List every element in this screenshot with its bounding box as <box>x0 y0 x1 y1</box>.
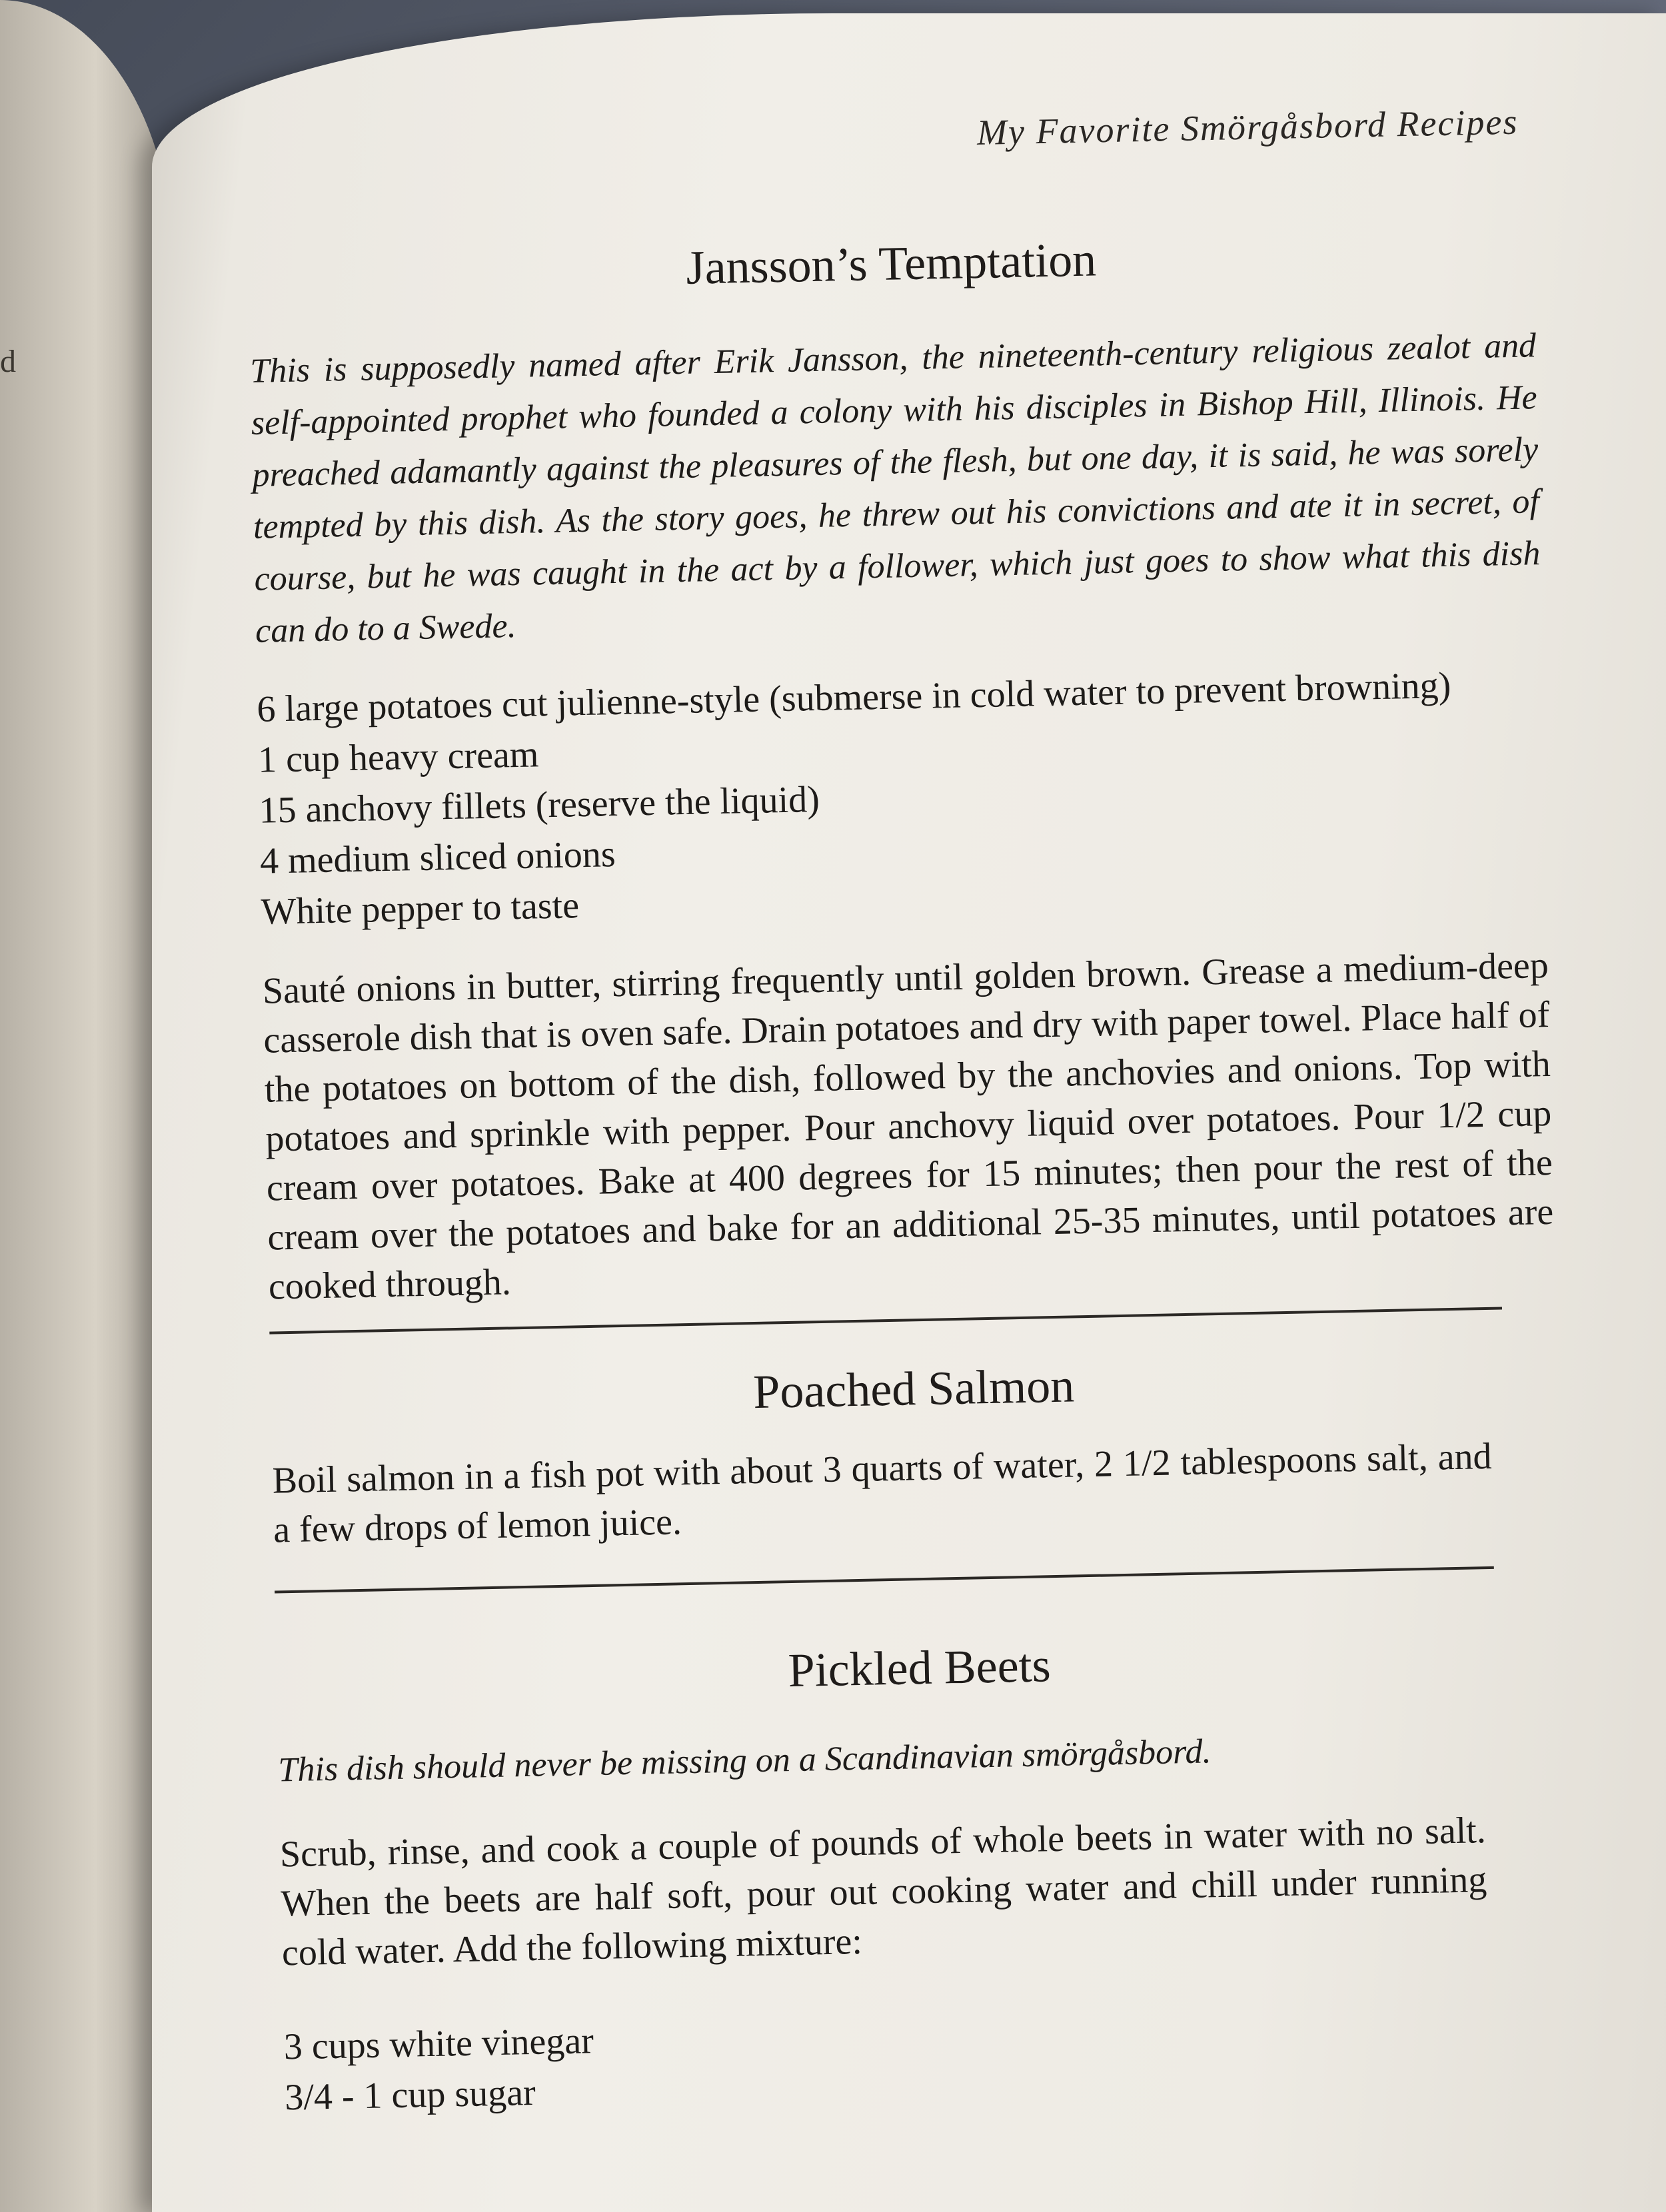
left-page-edge-text: d <box>0 344 16 379</box>
book-page <box>152 13 1666 2212</box>
recipe-directions-pickled-beets: Scrub, rinse, and cook a couple of pounds of whole beets in water with no salt. When the beets are half soft, pour out cooking water and chill under running cold water. Add the following mixture: <box>279 1810 1487 1974</box>
section-divider <box>275 1566 1494 1594</box>
page-content <box>245 101 1571 2123</box>
ingredient-list-janssons-temptation <box>257 658 1547 937</box>
recipe-title-pickled-beets: Pickled Beets <box>787 1638 1052 1698</box>
recipe-title-poached-salmon: Poached Salmon <box>752 1359 1075 1419</box>
recipe-intro-pickled-beets: This dish should never be missing on a Scandinavian smörgåsbord. <box>277 1732 1212 1790</box>
ingredient-item: 3 cups white vinegar <box>283 2020 594 2068</box>
ingredient-list-pickled-beets <box>283 1996 1571 2123</box>
recipe-directions-janssons-temptation: Sauté onions in butter, stirring frequently until golden brown. Grease a medium-deep casserole dish that is oven safe. Drain potatoes and dry with paper towel. Place half of the potatoes on bottom of the dish, followed by the anchovies and onions. Top with potatoes and sprinkle with pepper. Pour anchovy liquid over potatoes. Pour 1/2 cup cream over potatoes. Bake at 400 degrees for 15 minutes; then pour the rest of the cream over the potatoes and bake for an additional 25-35 minutes, until potatoes are cooked through. <box>262 945 1554 1308</box>
left-page-edge <box>0 0 173 2212</box>
recipe-title-janssons-temptation: Jansson’s Temptation <box>685 233 1097 294</box>
ingredient-item: 1 cup heavy cream <box>257 734 539 781</box>
ingredient-item: 4 medium sliced onions <box>259 833 616 882</box>
ingredient-item: 15 anchovy fillets (reserve the liquid) <box>258 778 820 831</box>
recipe-directions-poached-salmon: Boil salmon in a fish pot with about 3 quarts of water, 2 1/2 tablespoons salt, and a few drops of lemon juice. <box>272 1435 1493 1551</box>
ingredient-item: White pepper to taste <box>261 885 580 933</box>
ingredient-item: 6 large potatoes cut julienne-style (submerse in cold water to prevent browning) <box>256 664 1451 730</box>
section-divider <box>269 1307 1502 1335</box>
ingredient-item: 3/4 - 1 cup sugar <box>284 2071 536 2119</box>
running-head: My Favorite Smörgåsbord Recipes <box>976 101 1519 153</box>
recipe-intro-janssons-temptation: This is supposedly named after Erik Jansson, the nineteenth-century religious zealot and self-appointed prophet who founded a colony with his disciples in Bishop Hill, Illinois. He preached adamantly against the pleasures of the flesh, but one day, it is said, he was sorely tempted by this dish. As the story goes, he threw out his convictions and ate it in secret, of course, but he was caught in the act by a follower, which just goes to show what this dish can do to a Swede. <box>249 326 1541 650</box>
